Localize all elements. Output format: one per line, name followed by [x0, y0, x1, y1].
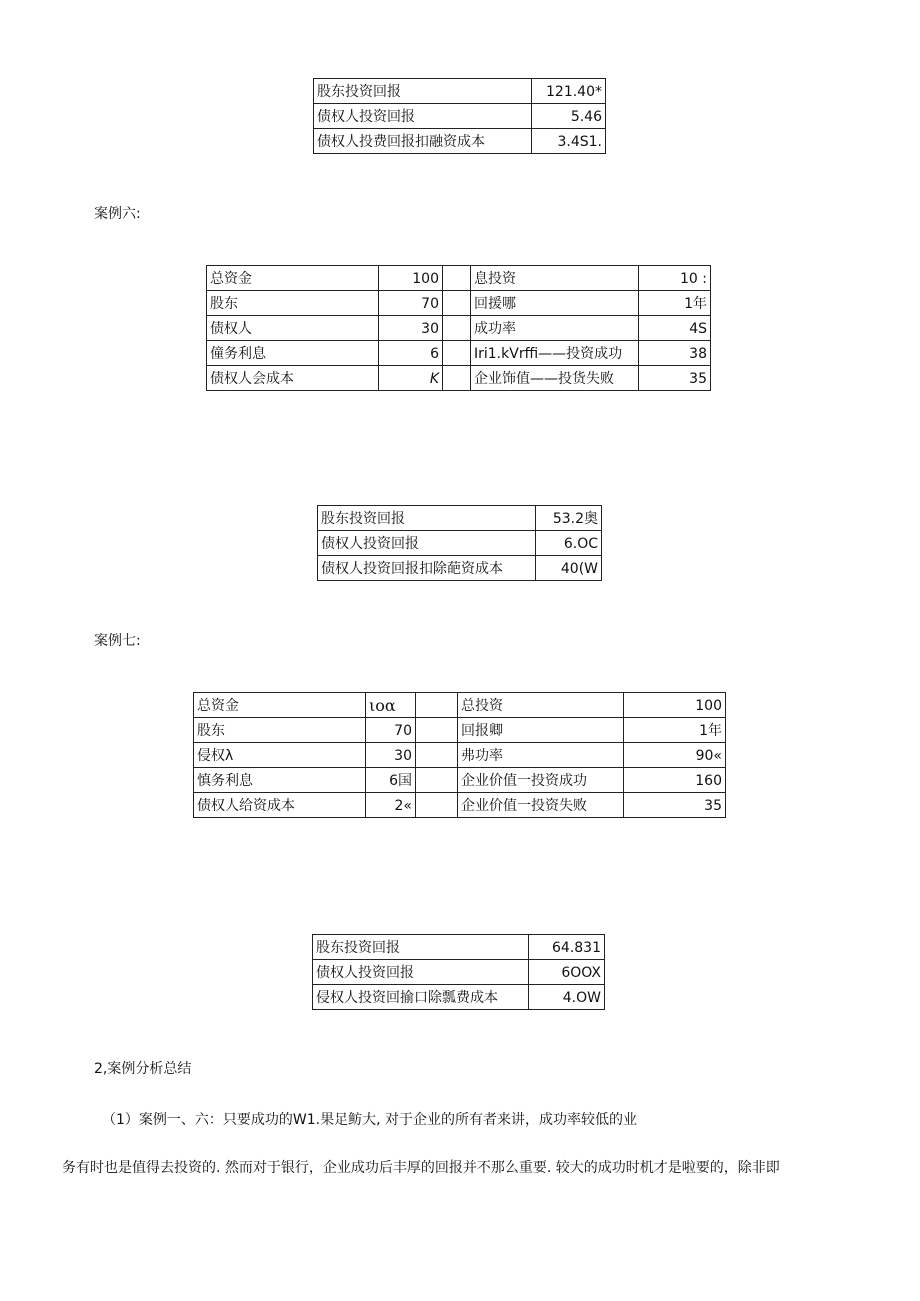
row-value: 40(W	[536, 556, 602, 581]
table-row	[207, 341, 711, 366]
table-case7-results	[312, 934, 605, 1010]
input-label: 弗功率	[458, 743, 624, 768]
input-value: 6	[379, 341, 443, 366]
summary-paragraph-line-2: 务有时也是值得去投资的. 然而对于银行，企业成功后丰厚的回报并不那么重要. 较大的成功时机才是啦要的，除非即	[62, 1160, 780, 1176]
spacer-cell	[416, 693, 458, 718]
input-label: 僮务利息	[207, 341, 379, 366]
input-value: 1年	[639, 291, 711, 316]
spacer-cell	[416, 743, 458, 768]
case7-heading: 案例七:	[94, 633, 141, 649]
table-row	[314, 129, 606, 154]
input-value: 10 :	[639, 266, 711, 291]
input-value: 100	[624, 693, 726, 718]
case6-heading: 案例六:	[94, 206, 141, 222]
input-label: 企业饰值——投货失败	[471, 366, 639, 391]
row-label: 侵权人投资回揄口除瓢费成本	[313, 985, 529, 1010]
input-value: 35	[624, 793, 726, 818]
row-value: 5.46	[532, 104, 606, 129]
table-case7-inputs	[193, 692, 726, 818]
row-label: 债权人投资回报	[318, 531, 536, 556]
spacer-cell	[443, 341, 471, 366]
table-case6-results	[317, 505, 602, 581]
row-label: 债权人投资回报	[313, 960, 529, 985]
spacer-cell	[443, 316, 471, 341]
input-value: K	[379, 366, 443, 391]
input-value: 4S	[639, 316, 711, 341]
row-label: 股东投资回报	[314, 79, 532, 104]
input-label: Iri1.kVrffi——投资成功	[471, 341, 639, 366]
input-value: 35	[639, 366, 711, 391]
input-value: 30	[366, 743, 416, 768]
input-label: 回援哪	[471, 291, 639, 316]
input-label: 总资金	[194, 693, 366, 718]
input-label: 总资金	[207, 266, 379, 291]
table-row	[313, 985, 605, 1010]
input-value: 100	[379, 266, 443, 291]
input-label: 企业价值一投资失败	[458, 793, 624, 818]
table-row	[207, 366, 711, 391]
input-value: ιoα	[366, 693, 416, 718]
input-label: 股东	[194, 718, 366, 743]
input-label: 股东	[207, 291, 379, 316]
table-row	[318, 506, 602, 531]
row-value: 3.4S1.	[532, 129, 606, 154]
table-row	[194, 693, 726, 718]
table-row	[194, 793, 726, 818]
spacer-cell	[443, 291, 471, 316]
table-row	[318, 556, 602, 581]
row-value: 53.2奥	[536, 506, 602, 531]
summary-paragraph-line-1: （1）案例一、六：只要成功的W1.果足鲂大, 对于企业的所有者来讲，成功率较低的业	[102, 1112, 638, 1128]
table-case5-results	[313, 78, 606, 154]
table-row	[313, 960, 605, 985]
table-row	[314, 79, 606, 104]
row-label: 股东投资回报	[313, 935, 529, 960]
row-label: 股东投资回报	[318, 506, 536, 531]
table-row	[207, 266, 711, 291]
input-value: 70	[379, 291, 443, 316]
input-label: 总投资	[458, 693, 624, 718]
row-value: 4.OW	[529, 985, 605, 1010]
row-label: 债权人投资回报扣除葩资成本	[318, 556, 536, 581]
table-row	[207, 316, 711, 341]
table-row	[314, 104, 606, 129]
table-row	[194, 743, 726, 768]
table-row	[313, 935, 605, 960]
input-label: 成功率	[471, 316, 639, 341]
input-label: 慎务利息	[194, 768, 366, 793]
input-label: 债权人	[207, 316, 379, 341]
spacer-cell	[416, 793, 458, 818]
input-label: 息投资	[471, 266, 639, 291]
input-value: 30	[379, 316, 443, 341]
input-label: 回报卿	[458, 718, 624, 743]
input-label: 侵权λ	[194, 743, 366, 768]
spacer-cell	[416, 768, 458, 793]
input-label: 企业价值一投资成功	[458, 768, 624, 793]
input-label: 债权人会成本	[207, 366, 379, 391]
row-label: 债权人投费回报扣融资成本	[314, 129, 532, 154]
table-case6-inputs	[206, 265, 711, 391]
row-value: 6OOX	[529, 960, 605, 985]
table-row	[194, 718, 726, 743]
spacer-cell	[443, 366, 471, 391]
row-value: 64.831	[529, 935, 605, 960]
summary-heading: 2,案例分析总结	[94, 1061, 192, 1077]
input-value: 6国	[366, 768, 416, 793]
input-value: 1年	[624, 718, 726, 743]
spacer-cell	[416, 718, 458, 743]
spacer-cell	[443, 266, 471, 291]
row-label: 债权人投资回报	[314, 104, 532, 129]
input-value: 160	[624, 768, 726, 793]
input-value: 90«	[624, 743, 726, 768]
input-label: 债权人给资成本	[194, 793, 366, 818]
input-value: 38	[639, 341, 711, 366]
row-value: 6.OC	[536, 531, 602, 556]
row-value: 121.40*	[532, 79, 606, 104]
input-value: 2«	[366, 793, 416, 818]
table-row	[318, 531, 602, 556]
table-row	[194, 768, 726, 793]
table-row	[207, 291, 711, 316]
input-value: 70	[366, 718, 416, 743]
